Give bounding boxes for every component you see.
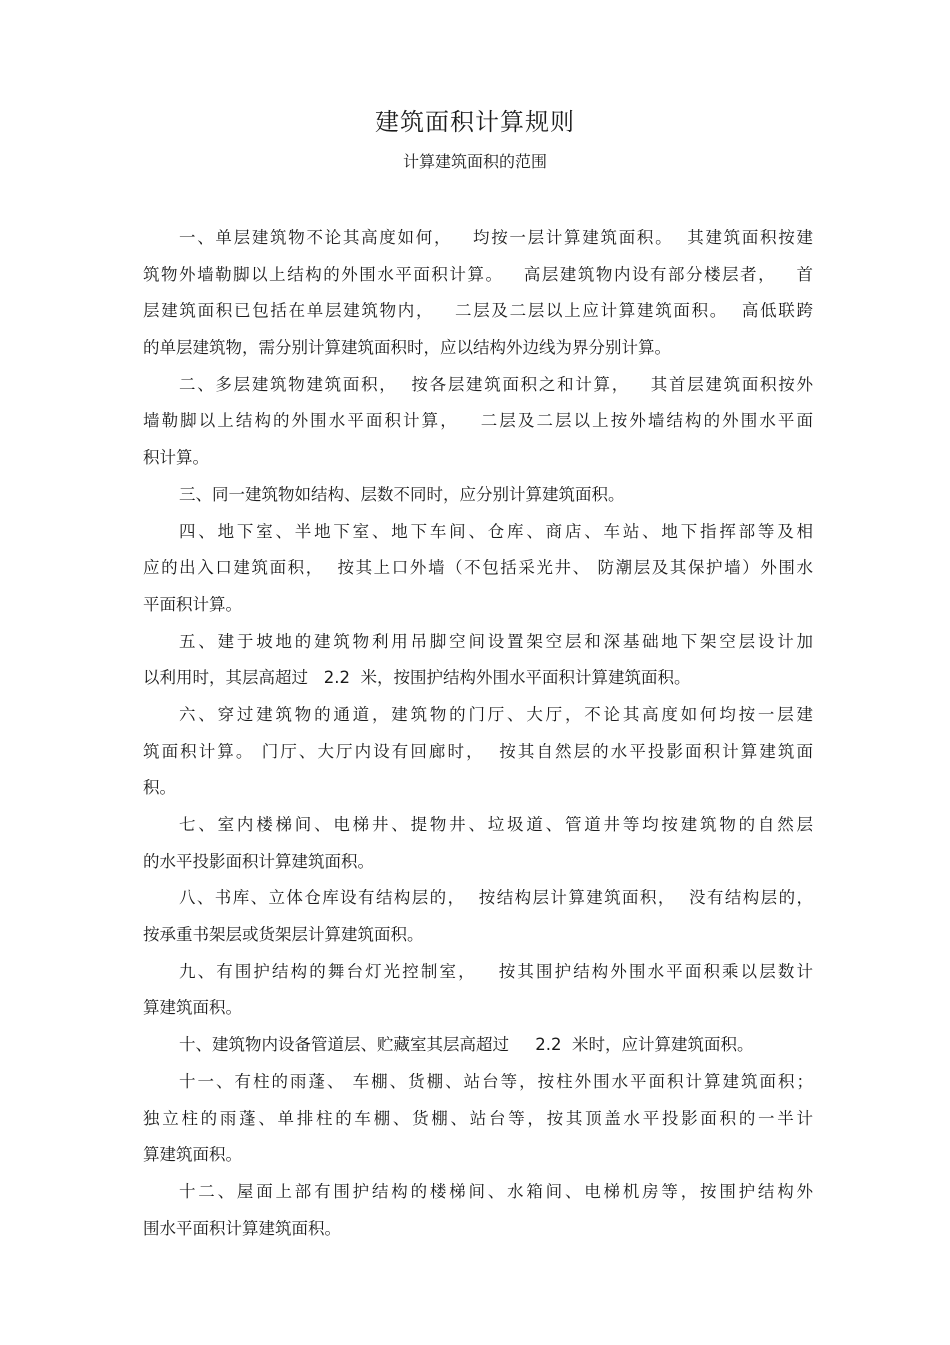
paragraph-line: 应的出入口建筑面积， 按其上口外墙（不包括采光井、 防潮层及其保护墙）外围水 (143, 558, 813, 578)
paragraph-line: 积。 (143, 778, 176, 798)
paragraph-line: 按承重书架层或货架层计算建筑面积。 (143, 925, 424, 945)
paragraph (143, 1027, 813, 1064)
paragraph (143, 1174, 813, 1247)
paragraph (143, 697, 813, 807)
paragraph-line: 筑面积计算。 门厅、大厅内设有回廊时， 按其自然层的水平投影面积计算建筑面 (143, 741, 813, 761)
paragraph (143, 807, 813, 880)
paragraph-line: 算建筑面积。 (143, 998, 242, 1018)
paragraph-line: 八、书库、立体仓库设有结构层的， 按结构层计算建筑面积， 没有结构层的， (179, 888, 813, 908)
paragraph-line: 独立柱的雨蓬、单排柱的车棚、货棚、站台等，按其顶盖水平投影面积的一半计 (143, 1108, 813, 1128)
paragraph (143, 954, 813, 1027)
paragraph-line: 围水平面积计算建筑面积。 (143, 1218, 341, 1238)
paragraph-line: 的单层建筑物，需分别计算建筑面积时，应以结构外边线为界分别计算。 (143, 338, 671, 358)
document-title: 建筑面积计算规则 (375, 108, 575, 136)
paragraph (143, 514, 813, 624)
paragraph-line: 九、有围护结构的舞台灯光控制室， 按其围护结构外围水平面积乘以层数计 (179, 961, 813, 981)
paragraph-line: 四、地下室、半地下室、地下车间、仓库、商店、车站、地下指挥部等及相 (179, 521, 813, 541)
paragraph-line: 筑物外墙勒脚以上结构的外围水平面积计算。 高层建筑物内设有部分楼层者， 首 (143, 264, 813, 284)
paragraph-line: 三、同一建筑物如结构、层数不同时，应分别计算建筑面积。 (179, 484, 625, 504)
paragraph-line: 二、多层建筑物建筑面积， 按各层建筑面积之和计算， 其首层建筑面积按外 (179, 374, 813, 394)
paragraph-line: 以利用时，其层高超过 2.2 米，按围护结构外围水平面积计算建筑面积。 (143, 668, 691, 688)
paragraph-line: 六、穿过建筑物的通道，建筑物的门厅、大厅，不论其高度如何均按一层建 (179, 704, 813, 724)
paragraph-line: 墙勒脚以上结构的外围水平面积计算， 二层及二层以上按外墙结构的外围水平面 (143, 411, 813, 431)
paragraph (143, 880, 813, 953)
paragraph (143, 367, 813, 477)
paragraph-line: 层建筑面积已包括在单层建筑物内， 二层及二层以上应计算建筑面积。 高低联跨 (143, 301, 813, 321)
paragraph-line: 七、室内楼梯间、电梯井、提物井、垃圾道、管道井等均按建筑物的自然层 (179, 815, 813, 834)
paragraph (143, 477, 813, 514)
paragraph-line: 十一、有柱的雨蓬、 车棚、货棚、站台等，按柱外围水平面积计算建筑面积； (179, 1071, 813, 1091)
paragraph-line: 的水平投影面积计算建筑面积。 (143, 851, 374, 871)
paragraph-line: 十二、屋面上部有围护结构的楼梯间、水箱间、电梯机房等，按围护结构外 (179, 1181, 813, 1201)
paragraph (143, 220, 813, 367)
paragraph-line: 十、建筑物内设备管道层、贮藏室其层高超过 2.2 米时，应计算建筑面积。 (179, 1035, 754, 1055)
document-body (143, 220, 813, 1247)
paragraph-line: 平面积计算。 (143, 594, 242, 614)
document-subtitle: 计算建筑面积的范围 (402, 152, 547, 171)
paragraph (143, 624, 813, 697)
paragraph (143, 1064, 813, 1174)
paragraph-line: 积计算。 (143, 448, 209, 468)
paragraph-line: 算建筑面积。 (143, 1145, 242, 1165)
paragraph-line: 五、建于坡地的建筑物利用吊脚空间设置架空层和深基础地下架空层设计加 (179, 631, 813, 651)
paragraph-line: 一、单层建筑物不论其高度如何， 均按一层计算建筑面积。 其建筑面积按建 (179, 228, 813, 247)
